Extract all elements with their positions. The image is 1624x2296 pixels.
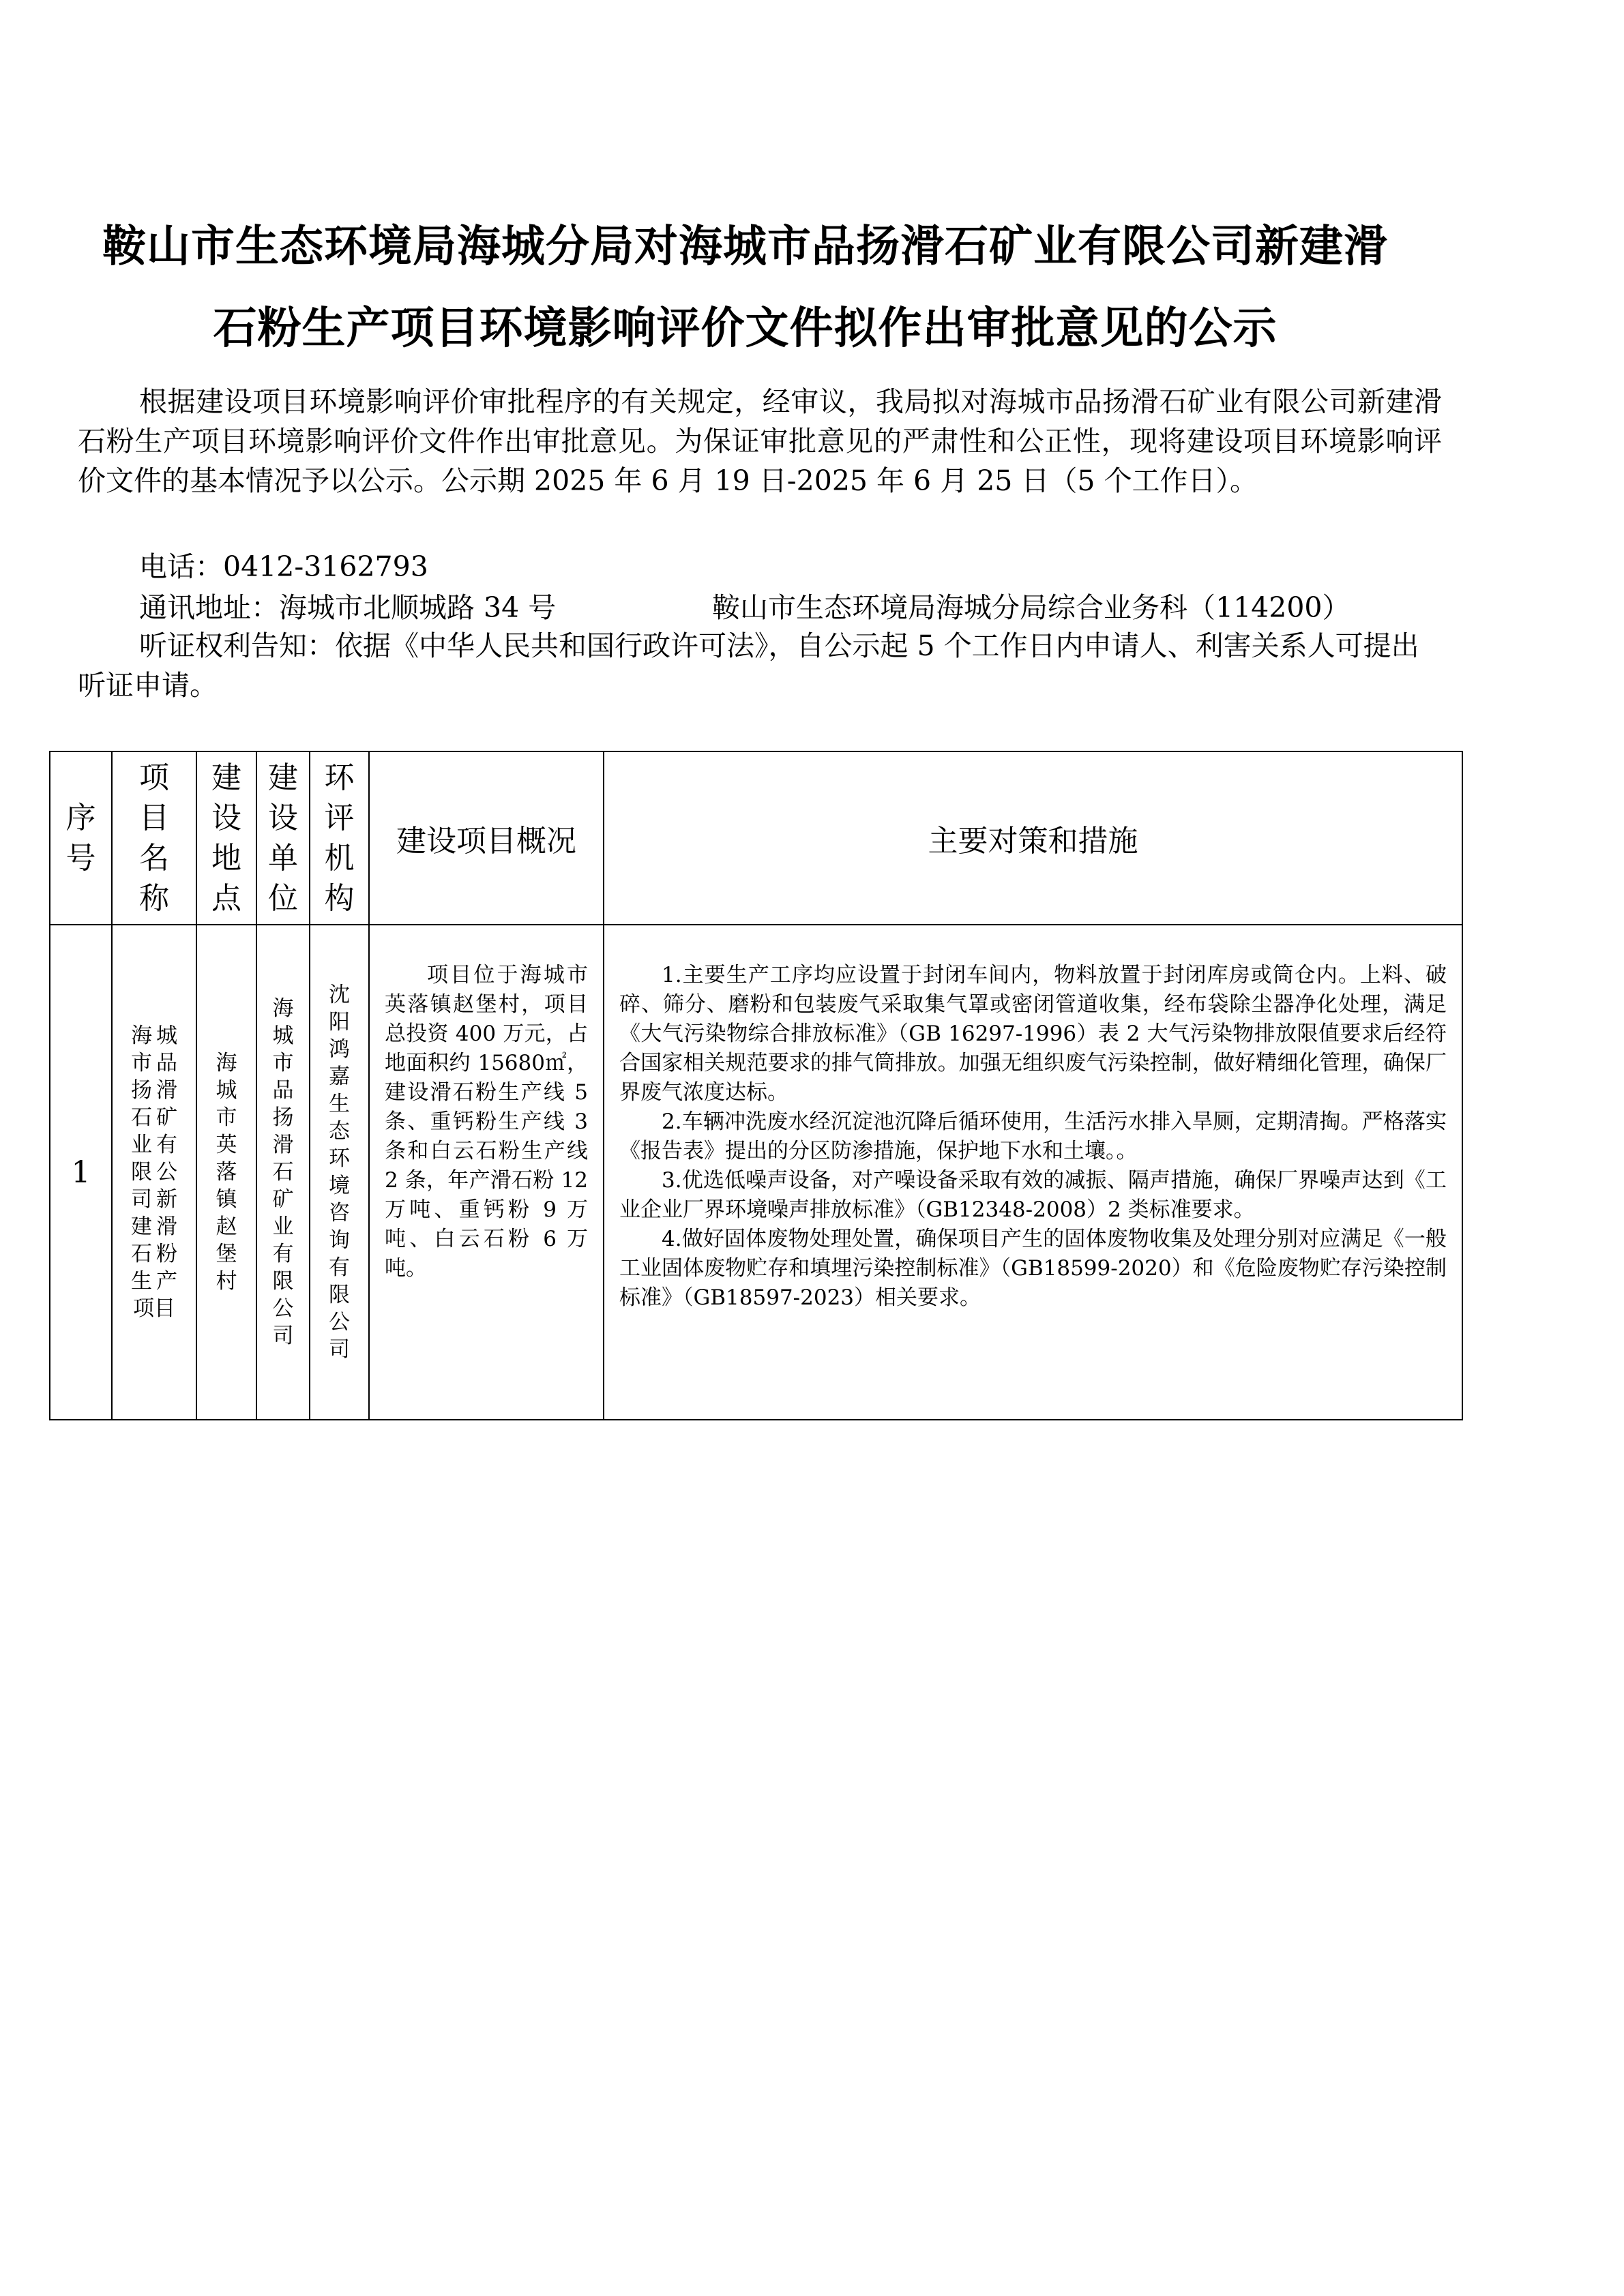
page-title-line2: 石粉生产项目环境影响评价文件拟作出审批意见的公示: [213, 303, 1278, 354]
header-measures: 主要对策和措施: [604, 751, 1462, 925]
vertical-char: 项: [139, 760, 169, 795]
vertical-char: 号: [65, 841, 96, 876]
vertical-char: 咨: [329, 1201, 350, 1225]
vertical-char: 粉: [156, 1242, 177, 1266]
vertical-char: 机: [324, 841, 355, 876]
vertical-char: 环: [329, 1146, 350, 1171]
measure-item: 1.主要生产工序均应设置于封闭车间内，物料放置于封闭库房或筒仓内。上料、破碎、筛分、磨粉和包装废气采取集气罩或密闭管道收集，经布袋除尘器净化处理，满足《大气污染物综合排放标准》（GB 16297-1996）表 2 大气污染物排放限值要求后经符合国家相关规范要求的排气筒排放。加强无组织废气污染控制，做好精细化管理，确保厂界废气浓度达标。: [619, 963, 1447, 1105]
row-project-name: [112, 925, 196, 1420]
vertical-char: 建: [268, 760, 298, 795]
project-table: [49, 751, 1463, 1420]
vertical-char: 英: [216, 1133, 237, 1157]
vertical-char: 新: [156, 1187, 177, 1212]
measure-item: 3.优选低噪声设备，对产噪设备采取有效的减振、隔声措施，确保厂界噪声达到《工业企业厂界环境噪声排放标准》（GB12348-2008）2 类标准要求。: [619, 1168, 1447, 1222]
header-summary: 建设项目概况: [369, 751, 604, 925]
vertical-char: 境: [329, 1174, 350, 1198]
vertical-char: 海: [131, 1024, 152, 1048]
vertical-char: 扬: [131, 1078, 152, 1103]
vertical-char: 名: [139, 841, 169, 876]
vertical-char: 业: [272, 1214, 294, 1239]
row-agency: [310, 925, 369, 1420]
vertical-char: 堡: [216, 1242, 237, 1266]
vertical-char: 城: [156, 1024, 177, 1048]
vertical-char: 市: [216, 1105, 237, 1130]
vertical-char: 建: [211, 760, 241, 795]
vertical-char: 有: [329, 1255, 350, 1280]
measure-item: 2.车辆冲洗废水经沉淀池沉降后循环使用，生活污水排入旱厕，定期清掏。严格落实《报告表》提出的分区防渗措施，保护地下水和土壤。。: [619, 1109, 1447, 1163]
vertical-char: 业: [131, 1133, 152, 1157]
vertical-char: 城: [272, 1024, 294, 1048]
hearing-notice: 听证权利告知：依据《中华人民共和国行政许可法》，自公示起 5 个工作日内申请人、利害关系人可提出听证申请。: [78, 629, 1419, 702]
vertical-char: 司: [272, 1324, 294, 1348]
vertical-char: 司: [131, 1187, 152, 1212]
vertical-char: 镇: [216, 1187, 237, 1212]
vertical-char: 点: [211, 881, 241, 916]
vertical-char: 嘉: [329, 1064, 350, 1089]
vertical-char: 扬: [272, 1105, 294, 1130]
vertical-char: 评: [324, 801, 355, 835]
table-header-row: [50, 751, 1462, 925]
vertical-char: 限: [131, 1160, 152, 1184]
address-org: 鞍山市生态环境局海城分局综合业务科（114200）: [712, 591, 1350, 624]
header-agency: [310, 751, 369, 925]
vertical-char: 公: [329, 1310, 350, 1335]
row-measures: [604, 925, 1462, 1420]
phone-line: 电话：0412-3162793: [139, 550, 428, 583]
table-row: [50, 925, 1462, 1420]
row-seq: 1: [50, 925, 112, 1420]
header-name: [112, 751, 196, 925]
row-location: [196, 925, 256, 1420]
name-col1: [131, 1022, 152, 1295]
vertical-char: 建: [131, 1214, 152, 1239]
header-location: [196, 751, 256, 925]
vertical-char: 司: [329, 1337, 350, 1362]
vertical-char: 海: [216, 1051, 237, 1075]
name-tail: 项目: [133, 1296, 175, 1321]
vertical-char: 地: [211, 841, 241, 876]
header-seq: [50, 751, 112, 925]
address-text: 通讯地址：海城市北顺城路 34 号: [139, 591, 557, 624]
vertical-char: 城: [216, 1078, 237, 1103]
vertical-char: 市: [131, 1051, 152, 1075]
vertical-char: 态: [329, 1119, 350, 1144]
vertical-char: 石: [272, 1160, 294, 1184]
vertical-char: 限: [272, 1269, 294, 1294]
vertical-char: 公: [272, 1296, 294, 1321]
vertical-char: 矿: [156, 1105, 177, 1130]
vertical-char: 位: [268, 881, 298, 916]
page-title-line1: 鞍山市生态环境局海城分局对海城市品扬滑石矿业有限公司新建滑: [102, 222, 1388, 272]
vertical-char: 环: [324, 760, 355, 795]
vertical-char: 市: [272, 1051, 294, 1075]
vertical-char: 限: [329, 1283, 350, 1307]
vertical-char: 石: [131, 1105, 152, 1130]
vertical-char: 单: [268, 841, 298, 876]
intro-paragraph: 根据建设项目环境影响评价审批程序的有关规定，经审议，我局拟对海城市品扬滑石矿业有限公司新建滑石粉生产项目环境影响评价文件作出审批意见。为保证审批意见的严肃性和公正性，现将建设项目环境影响评价文件的基本情况予以公示。公示期 2025 年 6 月 19 日-2025 年 6 月 25 日（5 个工作日）。: [78, 385, 1442, 497]
measure-item: 4.做好固体废物处理处置，确保项目产生的固体废物收集及处理分别对应满足《一般工业固体废物贮存和填埋污染控制标准》（GB18599-2020）和《危险废物贮存污染控制标准》（GB18597-2023）相关要求。: [619, 1227, 1447, 1310]
vertical-char: 滑: [156, 1078, 177, 1103]
row-unit: [256, 925, 310, 1420]
vertical-char: 石: [131, 1242, 152, 1266]
vertical-char: 公: [156, 1160, 177, 1184]
row-summary: 项目位于海城市英落镇赵堡村，项目总投资 400 万元，占地面积约 15680㎡，建设滑石粉生产线 5 条、重钙粉生产线 3 条和白云石粉生产线 2 条，年产滑石粉 12 万吨、重钙粉 9 万吨、白云石粉 6 万吨。: [369, 925, 604, 1420]
vertical-char: 品: [272, 1078, 294, 1103]
vertical-char: 构: [324, 881, 355, 916]
vertical-char: 阳: [329, 1010, 350, 1034]
vertical-char: 设: [211, 801, 241, 835]
vertical-char: 生: [131, 1269, 152, 1294]
vertical-char: 滑: [272, 1133, 294, 1157]
vertical-char: 鸿: [329, 1037, 350, 1062]
vertical-char: 矿: [272, 1187, 294, 1212]
vertical-char: 品: [156, 1051, 177, 1075]
vertical-char: 有: [156, 1133, 177, 1157]
vertical-char: 设: [268, 801, 298, 835]
vertical-char: 落: [216, 1160, 237, 1184]
vertical-char: 海: [272, 996, 294, 1021]
vertical-char: 询: [329, 1228, 350, 1253]
vertical-char: 目: [139, 801, 169, 835]
vertical-char: 村: [216, 1269, 237, 1294]
vertical-char: 滑: [156, 1214, 177, 1239]
vertical-char: 有: [272, 1242, 294, 1266]
vertical-char: 生: [329, 1092, 350, 1116]
vertical-char: 称: [139, 881, 169, 916]
vertical-char: 序: [65, 801, 96, 835]
vertical-char: 赵: [216, 1214, 237, 1239]
name-col2: [156, 1022, 177, 1295]
header-unit: [256, 751, 310, 925]
address-line: [139, 588, 1350, 627]
vertical-char: 沈: [329, 983, 350, 1007]
vertical-char: 产: [156, 1269, 177, 1294]
